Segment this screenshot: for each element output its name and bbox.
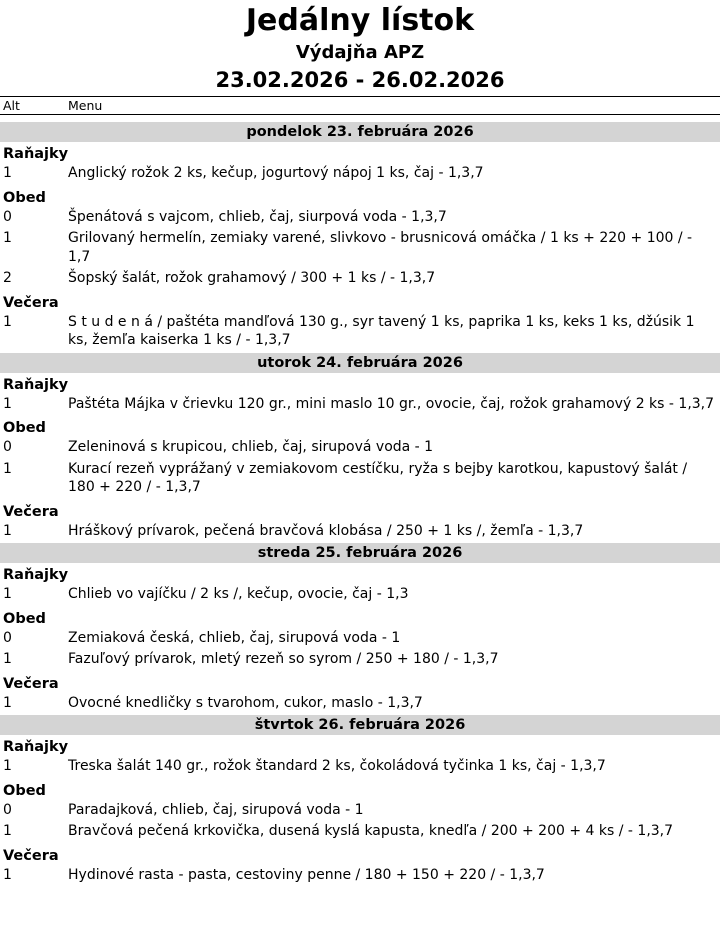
item-text: Bravčová pečená krkovička, dusená kyslá kapusta, knedľa / 200 + 200 + 4 ks / - 1,3,7: [68, 823, 674, 839]
item-text: Treska šalát 140 gr., rožok štandard 2 ks, čokoládová tyčinka 1 ks, čaj - 1,3,7: [68, 758, 606, 774]
item-text: S t u d e n á / paštéta mandľová 130 g., syr tavený 1 ks, paprika 1 ks, keks 1 ks, džúsik 1 ks, žemľa kaiserka 1 ks / - 1,3,7: [68, 313, 695, 348]
meal-title: Obed: [3, 189, 46, 206]
meal-title: Raňajky: [3, 146, 69, 162]
meal-section: [0, 607, 720, 672]
item-alt: 0: [3, 208, 12, 225]
day-header: streda 25. februára 2026: [0, 543, 720, 563]
meal-section: [0, 500, 720, 544]
item-alt: 1: [3, 522, 12, 539]
meal-section: [0, 142, 720, 186]
item-text: Chlieb vo vajíčku / 2 ks /, kečup, ovocie, čaj - 1,3: [68, 586, 409, 602]
menu-item: [0, 585, 720, 607]
meal-section: [0, 844, 720, 888]
item-text: Hráškový prívarok, pečená bravčová klobása / 250 + 1 ks /, žemľa - 1,3,7: [68, 522, 584, 539]
date-range: 23.02.2026 - 26.02.2026: [215, 68, 505, 92]
day-section: [0, 353, 720, 544]
item-text: Grilovaný hermelín, zemiaky varené, slivkovo - brusnicová omáčka / 1 ks + 220 + 100 / - 1,7: [68, 230, 693, 265]
meal-section: [0, 291, 720, 353]
item-alt: 2: [3, 270, 12, 286]
meal-title: Večera: [3, 294, 59, 311]
day-section: [0, 122, 720, 353]
day-header: utorok 24. februára 2026: [0, 353, 720, 373]
item-alt: 1: [3, 694, 12, 711]
menu-item: [0, 208, 720, 230]
day-header: pondelok 23. februára 2026: [0, 122, 720, 142]
menu-item: [0, 694, 720, 716]
item-alt: 1: [3, 586, 12, 602]
menu-item: [0, 650, 720, 672]
header-spacer: [0, 115, 720, 122]
menu-item: [0, 629, 720, 651]
item-alt: 0: [3, 629, 12, 646]
meal-section: [0, 672, 720, 716]
item-alt: 1: [3, 651, 12, 667]
menu-item: [0, 438, 720, 460]
item-text: Fazuľový prívarok, mletý rezeň so syrom / 250 + 180 / - 1,3,7: [68, 651, 499, 667]
menu-item: [0, 757, 720, 779]
column-alt-label: Alt: [3, 98, 20, 113]
meal-title: Večera: [3, 675, 59, 692]
item-alt: 1: [3, 823, 12, 839]
menu-body: [0, 122, 720, 887]
day-header: štvrtok 26. februára 2026: [0, 715, 720, 735]
item-alt: 1: [3, 758, 12, 774]
item-text: Paštéta Májka v črievku 120 gr., mini maslo 10 gr., ovocie, čaj, rožok grahamový 2 ks - 1,3,7: [68, 395, 715, 412]
menu-item: [0, 522, 720, 544]
item-text: Zeleninová s krupicou, chlieb, čaj, sirupová voda - 1: [68, 439, 434, 455]
meal-section: [0, 563, 720, 607]
day-section: [0, 543, 720, 715]
menu-item: [0, 866, 720, 888]
menu-item: [0, 313, 720, 353]
item-alt: 1: [3, 460, 12, 477]
meal-section: [0, 735, 720, 779]
meal-title: Raňajky: [3, 739, 69, 755]
page-title: Jedálny lístok: [245, 3, 475, 38]
item-text: Hydinové rasta - pasta, cestoviny penne / 180 + 150 + 220 / - 1,3,7: [68, 866, 545, 883]
item-alt: 0: [3, 801, 12, 818]
meal-title: Obed: [3, 420, 46, 436]
meal-title: Raňajky: [3, 376, 69, 393]
menu-item: [0, 269, 720, 291]
item-alt: 0: [3, 439, 12, 455]
column-menu-label: Menu: [68, 98, 103, 113]
item-text: Zemiaková česká, chlieb, čaj, sirupová voda - 1: [68, 629, 401, 646]
meal-title: Raňajky: [3, 567, 69, 583]
meal-section: [0, 373, 720, 417]
menu-item: [0, 822, 720, 844]
item-text: Paradajková, chlieb, čaj, sirupová voda - 1: [68, 801, 364, 818]
meal-title: Večera: [3, 847, 59, 864]
menu-item: [0, 801, 720, 823]
meal-title: Obed: [3, 782, 46, 799]
item-text: Anglický rožok 2 ks, kečup, jogurtový nápoj 1 ks, čaj - 1,3,7: [68, 165, 484, 181]
menu-item: [0, 229, 720, 269]
item-alt: 1: [3, 230, 12, 246]
meal-section: [0, 779, 720, 844]
document-header: [0, 0, 720, 94]
day-section: [0, 715, 720, 887]
page-subtitle: Výdajňa APZ: [295, 42, 425, 63]
menu-item: [0, 164, 720, 186]
item-alt: 1: [3, 395, 12, 412]
item-alt: 1: [3, 165, 12, 181]
item-text: Šopský šalát, rožok grahamový / 300 + 1 ks / - 1,3,7: [68, 270, 436, 286]
meal-section: [0, 416, 720, 500]
menu-item: [0, 395, 720, 417]
item-alt: 1: [3, 313, 12, 330]
item-text: Kurací rezeň vyprážaný v zemiakovom cestíčku, ryža s bejby karotkou, kapustový šalát / 180 + 220 / - 1,3,7: [68, 460, 688, 495]
item-text: Ovocné knedličky s tvarohom, cukor, maslo - 1,3,7: [68, 694, 423, 711]
menu-item: [0, 460, 720, 500]
column-header: [0, 96, 720, 115]
item-alt: 1: [3, 866, 12, 883]
meal-title: Obed: [3, 610, 46, 627]
meal-title: Večera: [3, 503, 59, 520]
item-text: Špenátová s vajcom, chlieb, čaj, siurpová voda - 1,3,7: [68, 208, 447, 225]
meal-section: [0, 186, 720, 291]
